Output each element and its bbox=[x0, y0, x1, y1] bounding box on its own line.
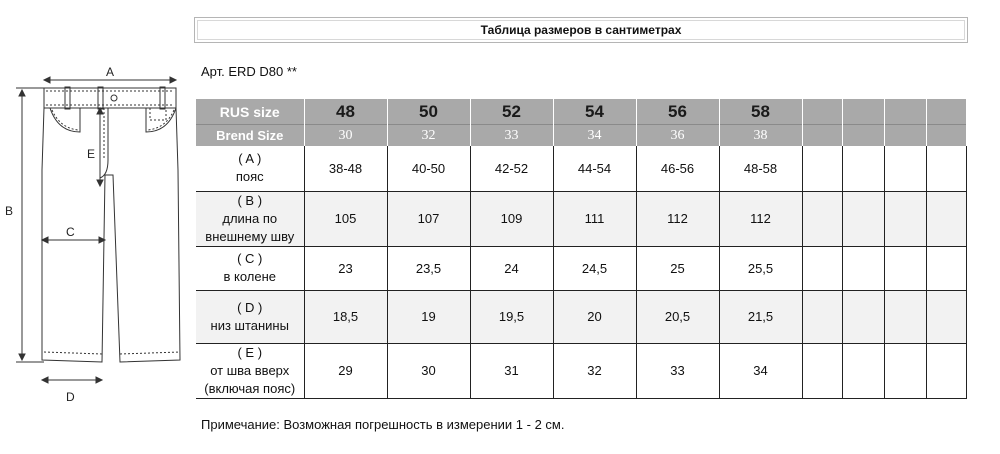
brand-size-label: Brend Size bbox=[196, 125, 304, 147]
measure-code: ( A ) bbox=[238, 151, 262, 167]
empty-cell bbox=[926, 191, 966, 246]
value-cell: 46-56 bbox=[636, 146, 719, 191]
value-cell: 25 bbox=[636, 246, 719, 290]
empty-cell bbox=[802, 99, 842, 125]
value-cell: 18,5 bbox=[304, 290, 387, 343]
rus-size-label: RUS size bbox=[196, 99, 304, 125]
table-title-box bbox=[194, 17, 968, 43]
value-cell: 112 bbox=[719, 191, 802, 246]
rus-size-cell: 52 bbox=[470, 99, 553, 125]
value-cell: 34 bbox=[719, 343, 802, 398]
brand-size-row bbox=[196, 125, 966, 147]
value-cell: 24,5 bbox=[553, 246, 636, 290]
value-cell: 30 bbox=[387, 343, 470, 398]
measure-label bbox=[196, 246, 304, 290]
rus-size-row bbox=[196, 99, 966, 125]
empty-cell bbox=[884, 125, 926, 147]
value-cell: 20 bbox=[553, 290, 636, 343]
empty-cell bbox=[842, 125, 884, 147]
measure-code: ( C ) bbox=[237, 251, 263, 266]
brand-size-cell: 30 bbox=[304, 125, 387, 147]
value-cell: 21,5 bbox=[719, 290, 802, 343]
value-cell: 112 bbox=[636, 191, 719, 246]
value-cell: 44-54 bbox=[553, 146, 636, 191]
value-cell: 111 bbox=[553, 191, 636, 246]
measure-row-a bbox=[196, 146, 966, 191]
value-cell: 19 bbox=[387, 290, 470, 343]
value-cell: 23,5 bbox=[387, 246, 470, 290]
empty-cell bbox=[842, 146, 884, 191]
measure-desc: (включая пояс) bbox=[204, 380, 296, 396]
empty-cell bbox=[884, 191, 926, 246]
value-cell: 105 bbox=[304, 191, 387, 246]
value-cell: 20,5 bbox=[636, 290, 719, 343]
empty-cell bbox=[802, 246, 842, 290]
size-table bbox=[196, 99, 967, 399]
value-cell: 38-48 bbox=[304, 146, 387, 191]
measure-row-c bbox=[196, 246, 966, 290]
value-cell: 29 bbox=[304, 343, 387, 398]
rus-size-cell: 50 bbox=[387, 99, 470, 125]
empty-cell bbox=[926, 99, 966, 125]
rus-size-cell: 48 bbox=[304, 99, 387, 125]
empty-cell bbox=[926, 343, 966, 398]
measure-label bbox=[196, 146, 304, 191]
label-c: C bbox=[66, 225, 75, 239]
rus-size-cell: 54 bbox=[553, 99, 636, 125]
measure-row-e bbox=[196, 343, 966, 398]
empty-cell bbox=[884, 290, 926, 343]
label-e: E bbox=[87, 147, 96, 161]
empty-cell bbox=[926, 246, 966, 290]
value-cell: 32 bbox=[553, 343, 636, 398]
measure-desc: от шва вверх bbox=[210, 362, 290, 378]
measure-code: ( D ) bbox=[237, 299, 263, 315]
value-cell: 107 bbox=[387, 191, 470, 246]
empty-cell bbox=[842, 99, 884, 125]
value-cell: 19,5 bbox=[470, 290, 553, 343]
empty-cell bbox=[842, 290, 884, 343]
empty-cell bbox=[842, 191, 884, 246]
empty-cell bbox=[926, 125, 966, 147]
brand-size-cell: 36 bbox=[636, 125, 719, 147]
brand-size-cell: 34 bbox=[553, 125, 636, 147]
pants-diagram bbox=[0, 60, 190, 410]
empty-cell bbox=[884, 146, 926, 191]
article-number: Арт. ERD D80 ** bbox=[201, 64, 297, 79]
empty-cell bbox=[802, 290, 842, 343]
empty-cell bbox=[884, 343, 926, 398]
value-cell: 25,5 bbox=[719, 246, 802, 290]
empty-cell bbox=[884, 246, 926, 290]
empty-cell bbox=[842, 246, 884, 290]
value-cell: 40-50 bbox=[387, 146, 470, 191]
label-a: A bbox=[106, 65, 115, 79]
empty-cell bbox=[802, 191, 842, 246]
value-cell: 23 bbox=[304, 246, 387, 290]
value-cell: 31 bbox=[470, 343, 553, 398]
rus-size-cell: 56 bbox=[636, 99, 719, 125]
label-b: B bbox=[5, 204, 14, 218]
empty-cell bbox=[802, 146, 842, 191]
measure-desc: в колене bbox=[223, 269, 277, 284]
empty-cell bbox=[884, 99, 926, 125]
brand-size-cell: 33 bbox=[470, 125, 553, 147]
empty-cell bbox=[802, 343, 842, 398]
measure-desc: пояс bbox=[235, 169, 264, 185]
table-title: Таблица размеров в сантиметрах bbox=[480, 23, 682, 37]
brand-size-cell: 38 bbox=[719, 125, 802, 147]
empty-cell bbox=[802, 125, 842, 147]
measure-desc: длина по bbox=[222, 210, 278, 226]
label-d: D bbox=[66, 390, 75, 404]
note-text: Примечание: Возможная погрешность в измерении 1 - 2 см. bbox=[201, 417, 565, 432]
value-cell: 33 bbox=[636, 343, 719, 398]
empty-cell bbox=[926, 146, 966, 191]
brand-size-cell: 32 bbox=[387, 125, 470, 147]
measure-desc: низ штанины bbox=[210, 317, 289, 333]
measure-desc: внешнему шву bbox=[205, 228, 295, 244]
value-cell: 24 bbox=[470, 246, 553, 290]
measure-label bbox=[196, 343, 304, 398]
value-cell: 109 bbox=[470, 191, 553, 246]
measure-label bbox=[196, 290, 304, 343]
value-cell: 48-58 bbox=[719, 146, 802, 191]
empty-cell bbox=[842, 343, 884, 398]
rus-size-cell: 58 bbox=[719, 99, 802, 125]
measure-row-b bbox=[196, 191, 966, 246]
measure-row-d bbox=[196, 290, 966, 343]
empty-cell bbox=[926, 290, 966, 343]
measure-label bbox=[196, 191, 304, 246]
value-cell: 42-52 bbox=[470, 146, 553, 191]
measure-code: ( E ) bbox=[237, 344, 263, 360]
measure-code: ( B ) bbox=[237, 192, 263, 208]
